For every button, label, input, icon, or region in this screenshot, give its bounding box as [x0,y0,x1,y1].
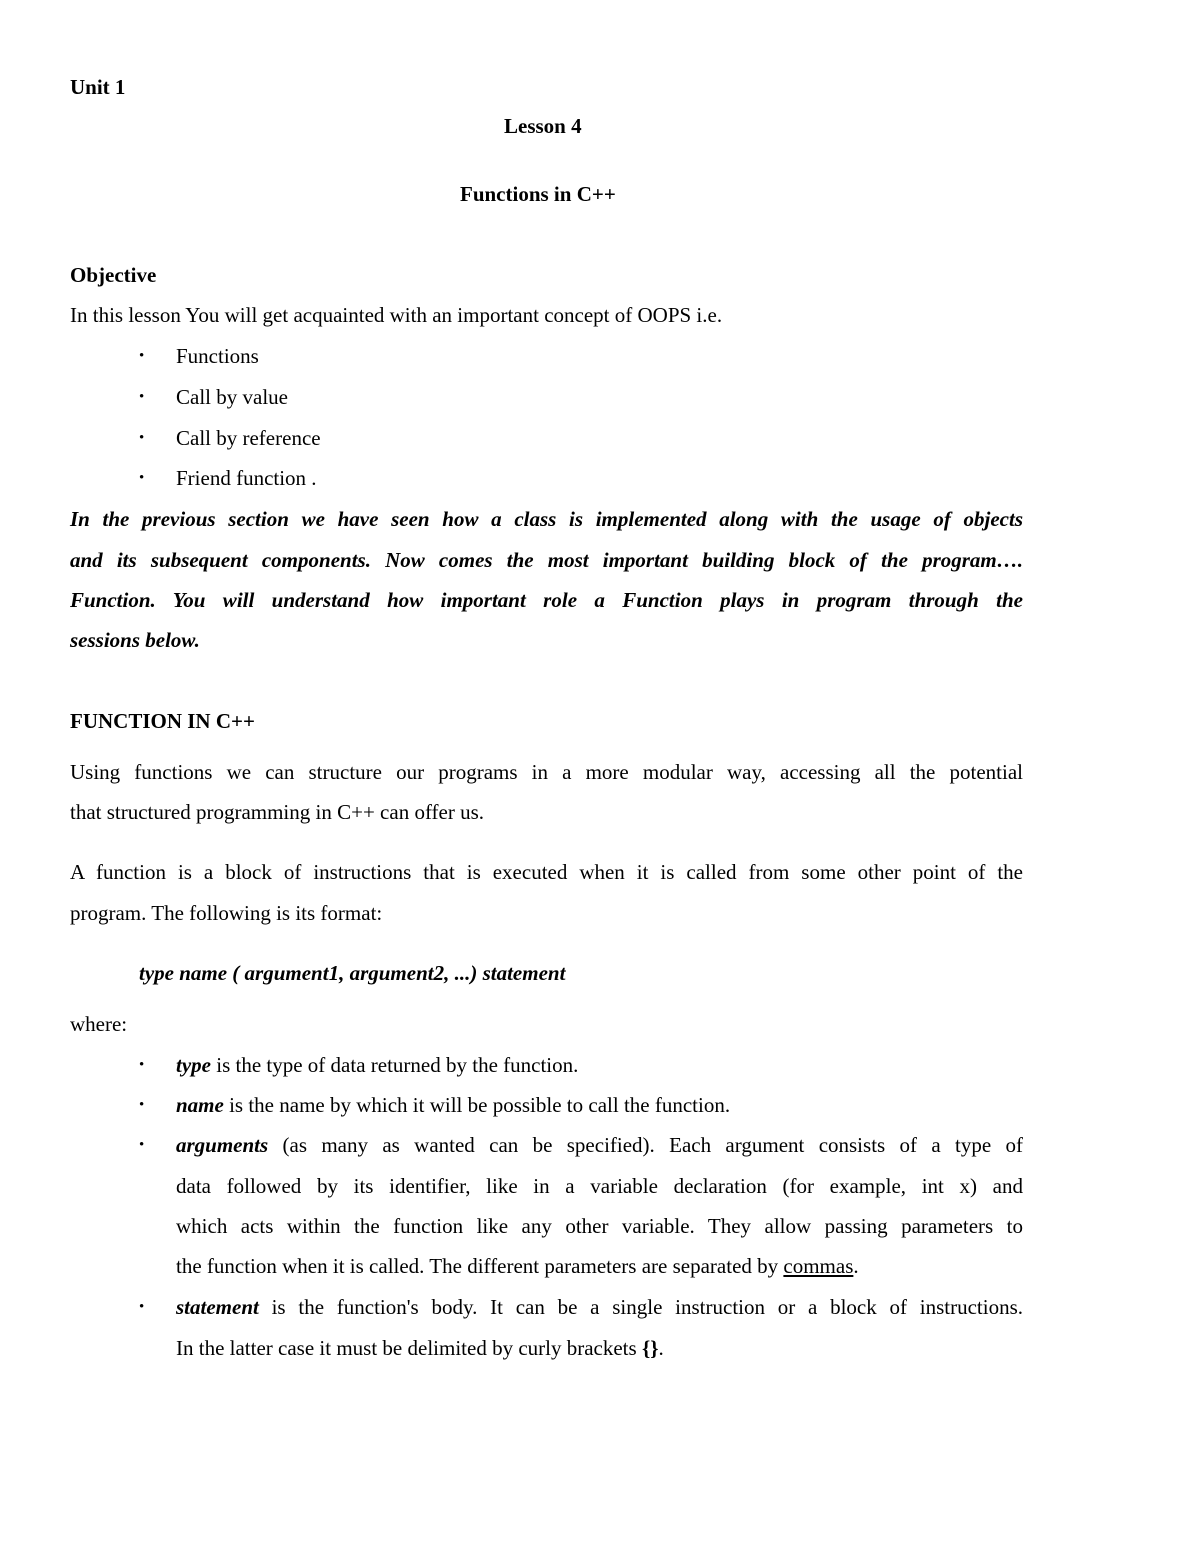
paragraph-line: Using functions we can structure our programs in a more modular way, accessing all the potential [70,760,1023,784]
term-type-desc: is the type of data returned by the function. [210,1053,579,1077]
list-item [176,1297,1023,1318]
list-item-continuation: data followed by its identifier, like in a variable declaration (for example, int x) and [176,1174,1023,1198]
list-item-continuation [176,1338,664,1359]
bullet-icon: • [139,470,145,486]
bullet-icon: • [139,1057,145,1073]
preface-line: and its subsequent components. Now comes the most important building block of the program…. [70,548,1023,572]
bullet-icon: • [139,1137,145,1153]
list-item [176,1135,1023,1156]
paragraph-line: that structured programming in C++ can offer us. [70,800,485,824]
bullet-icon: • [139,1299,145,1315]
list-item: Call by value [176,385,288,409]
bullet-icon: • [139,430,145,446]
term-name-desc: is the name by which it will be possible to call the function. [223,1093,731,1117]
paragraph-line: program. The following is its format: [70,901,383,925]
preface-line: sessions below. [70,628,200,652]
where-label: where: [70,1012,128,1036]
list-item: Functions [176,344,259,368]
list-item: Call by reference [176,426,321,450]
function-format: type name ( argument1, argument2, ...) statement [139,961,566,985]
paragraph-line: A function is a block of instructions that is executed when it is called from some other point of the [70,860,1023,884]
term-type: type [176,1053,211,1077]
term-statement-desc: is the function's body. It can be a single instruction or a block of instructions. [258,1295,1023,1319]
commas-link[interactable]: commas [783,1254,854,1278]
list-item-continuation [176,1256,859,1277]
preface-line: Function. You will understand how important role a Function plays in program through the [70,588,1023,612]
term-statement: statement [176,1295,259,1319]
bullet-icon: • [139,389,145,405]
bullet-icon: • [139,1097,145,1113]
term-name: name [176,1093,224,1117]
objective-intro: In this lesson You will get acquainted with an important concept of OOPS i.e. [70,303,723,327]
unit-label: Unit 1 [70,75,126,99]
stmt-line2-text: In the latter case it must be delimited by curly brackets [176,1336,642,1360]
list-item [176,1095,730,1116]
curly-brackets: {} [641,1336,659,1360]
term-arguments: arguments [176,1133,269,1157]
term-arguments-desc: (as many as wanted can be specified). Each argument consists of a type of [268,1133,1023,1157]
page-title: Functions in C++ [460,182,616,206]
section-heading: FUNCTION IN C++ [70,709,255,733]
args-line4-text: the function when it is called. The different parameters are separated by [176,1254,784,1278]
stmt-line2-end: . [658,1336,664,1360]
bullet-icon: • [139,348,145,364]
preface-line: In the previous section we have seen how a class is implemented along with the usage of objects [70,507,1023,531]
objective-heading: Objective [70,263,157,287]
lesson-label: Lesson 4 [504,114,582,138]
list-item [176,1055,578,1076]
args-line4-end: . [853,1254,859,1278]
list-item: Friend function . [176,466,317,490]
list-item-continuation: which acts within the function like any other variable. They allow passing parameters to [176,1214,1023,1238]
